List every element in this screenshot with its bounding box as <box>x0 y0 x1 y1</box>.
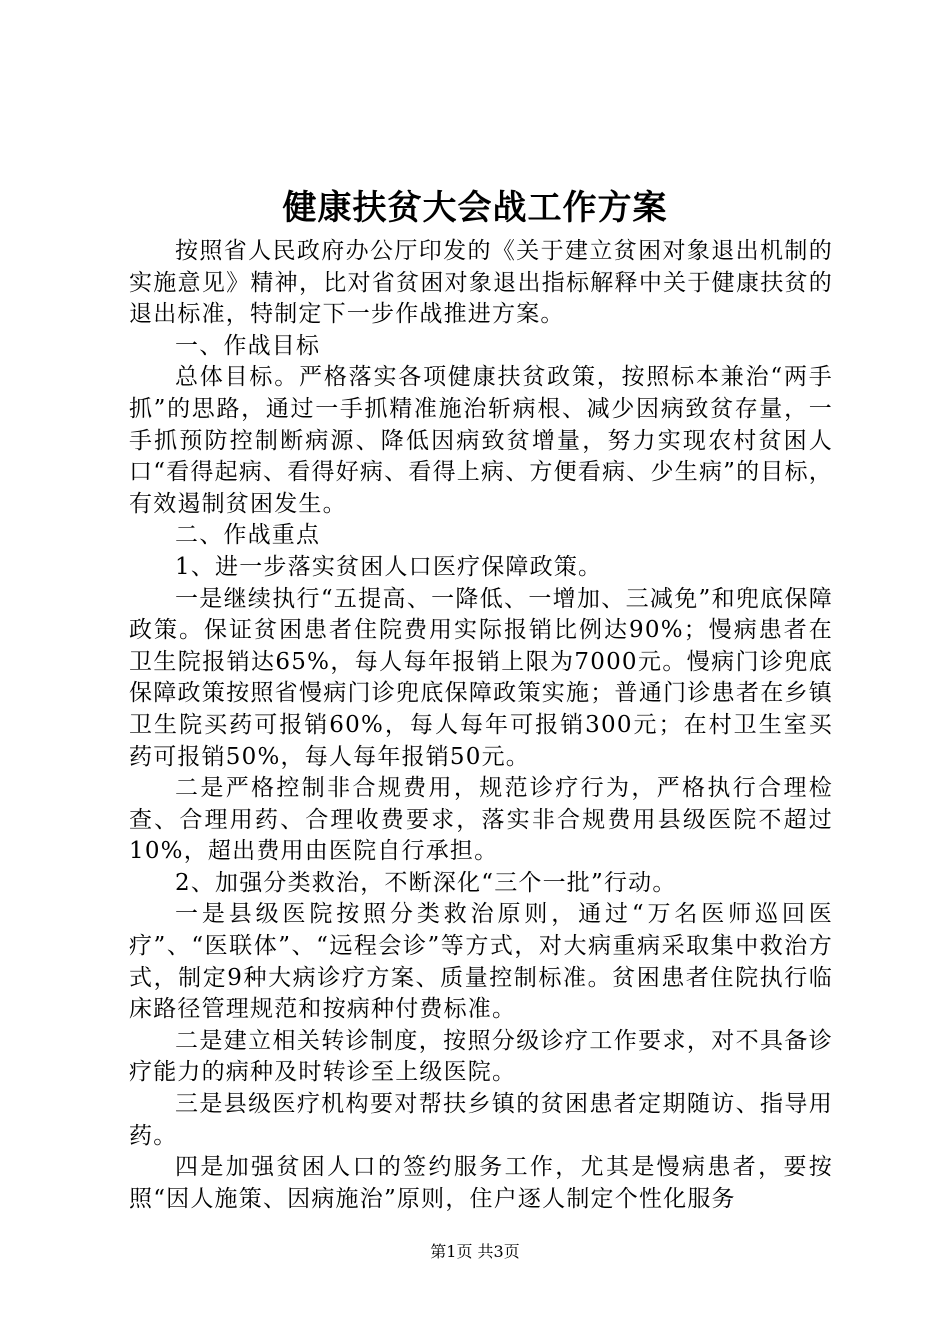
paragraph-item-1: 一是继续执行“五提高、一降低、一增加、三减免”和兜底保障政策。保证贫困患者住院费用实际报销比例达90%；慢病患者在卫生院报销达65%，每人每年报销上限为7000元。慢病门诊兜底保障政策按照省慢病门诊兜底保障政策实施；普通门诊患者在乡镇卫生院买药可报销60%，每人每年可报销300元；在村卫生室买药可报销50%，每人每年报销50元。 <box>129 585 833 770</box>
paragraph-treatment-4: 四是加强贫困人口的签约服务工作，尤其是慢病患者，要按照“因人施策、因病施治”原则，住户逐人制定个性化服务 <box>129 1154 833 1212</box>
paragraph-treatment-1: 一是县级医院按照分类救治原则，通过“万名医师巡回医疗”、“医联体”、“远程会诊”等方式，对大病重病采取集中救治方式，制定9种大病诊疗方案、质量控制标准。贫困患者住院执行临床路径管理规范和按病种付费标准。 <box>129 901 833 1023</box>
document-body <box>129 236 833 1215</box>
page-footer: 第1页 共3页 <box>430 1242 520 1261</box>
subheading-medical-security: 1、进一步落实贫困人口医疗保障政策。 <box>175 553 603 580</box>
section-heading-focus: 二、作战重点 <box>175 522 321 549</box>
paragraph-overall-goal: 总体目标。严格落实各项健康扶贫政策，按照标本兼治“两手抓”的思路，通过一手抓精准施治斩病根、减少因病致贫存量，一手抓预防控制断病源、降低因病致贫增量，努力实现农村贫困人口“看得起病、看得好病、看得上病、方便看病、少生病”的目标，有效遏制贫困发生。 <box>129 364 833 517</box>
paragraph-intro: 按照省人民政府办公厅印发的《关于建立贫困对象退出机制的实施意见》精神，比对省贫困对象退出指标解释中关于健康扶贫的退出标准，特制定下一步作战推进方案。 <box>129 238 833 328</box>
paragraph-treatment-3: 三是县级医疗机构要对帮扶乡镇的贫困患者定期随访、指导用药。 <box>129 1091 833 1149</box>
paragraph-item-2: 二是严格控制非合规费用，规范诊疗行为，严格执行合理检查、合理用药、合理收费要求，落实非合规费用县级医院不超过10%，超出费用由医院自行承担。 <box>129 775 833 865</box>
document-title: 健康扶贫大会战工作方案 <box>282 188 668 228</box>
paragraph-treatment-2: 二是建立相关转诊制度，按照分级诊疗工作要求，对不具备诊疗能力的病种及时转诊至上级医院。 <box>129 1027 833 1086</box>
subheading-classified-treatment: 2、加强分类救治，不断深化“三个一批”行动。 <box>175 869 677 896</box>
section-heading-goals: 一、作战目标 <box>175 332 321 359</box>
